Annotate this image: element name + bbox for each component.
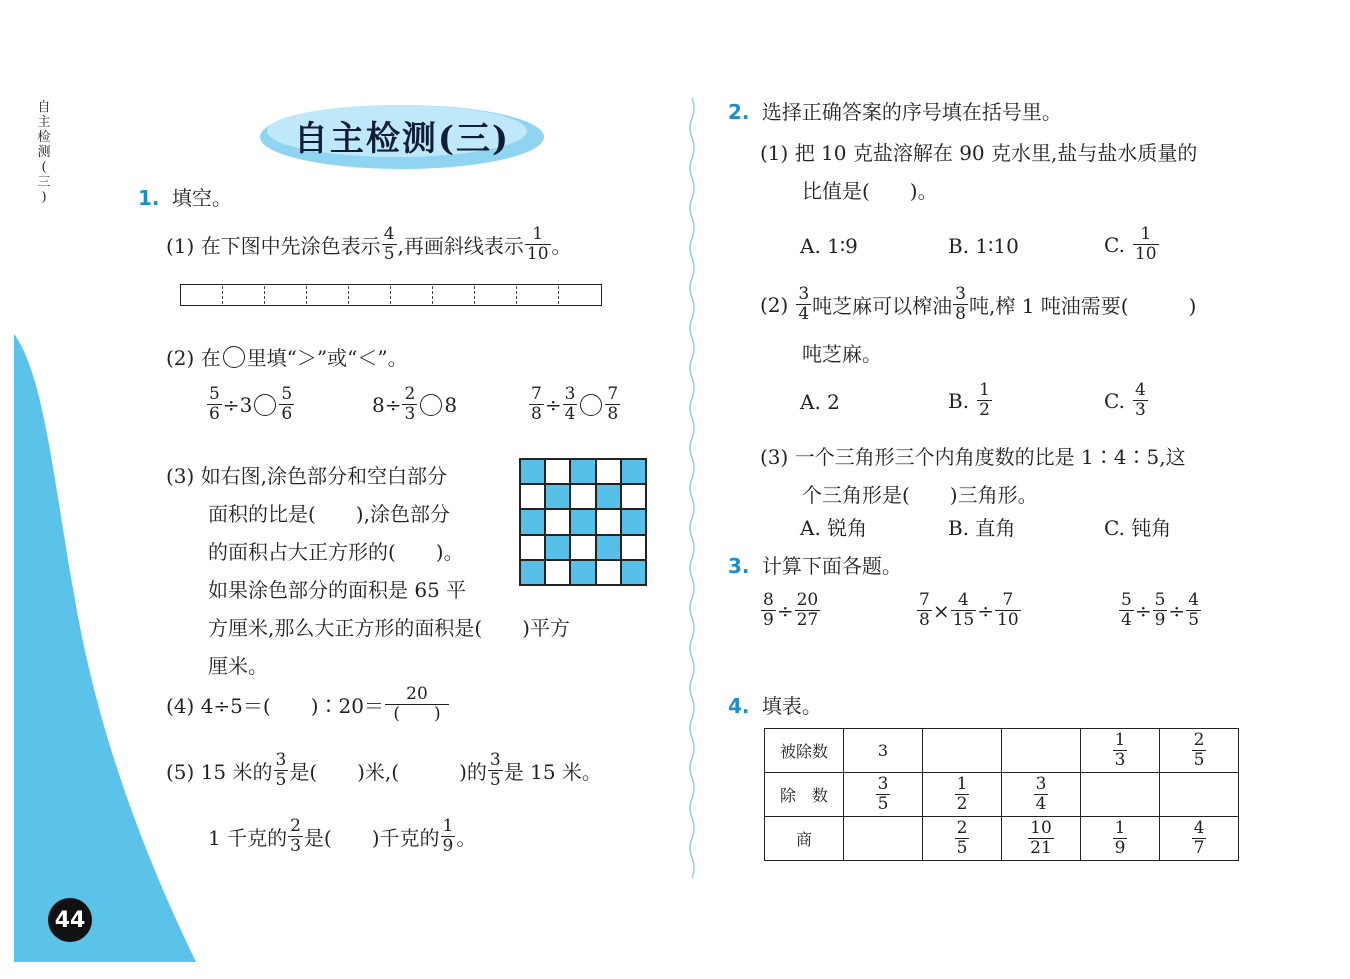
option-b[interactable]: B. 直角 (948, 516, 1016, 540)
q1-part3 (166, 457, 570, 685)
q1-p4-text: (4) 4÷5＝( )∶20＝ (166, 694, 384, 718)
q1-p3-line6: 厘米。 (208, 654, 268, 678)
q3-heading (728, 550, 902, 579)
row-header: 除 数 (765, 773, 844, 817)
shaded-cell (570, 509, 595, 534)
page-title: 自主检测(三) (293, 118, 511, 159)
blank-cell (570, 484, 595, 509)
q2-p3-options (800, 512, 1260, 542)
q2-p3-line2: 个三角形是( )三角形。 (802, 483, 1038, 507)
checker-grid (519, 458, 647, 586)
segment-bar[interactable] (180, 284, 602, 306)
q1-part5-line2: 1 千克的 $\frac{2}{3}$ 是( )千克的 $\frac{1}{9}$ 。 (208, 816, 477, 856)
table-cell: $\frac{1}{9}$ (1081, 817, 1160, 861)
fraction: $\frac{7}{8}$ (607, 384, 619, 424)
bar-divider (264, 286, 265, 304)
fraction: $\frac{3}{4}$ (798, 284, 810, 324)
q1-label: 填空。 (171, 186, 232, 210)
blank-cell (621, 484, 646, 509)
q1-p3-line2: 面积的比是( ),涂色部分 (208, 502, 450, 526)
calc-expr-2: $\frac{7}{8}$ × $\frac{4}{15}$ ÷ $\frac{7}{10}$ (919, 590, 1019, 630)
shaded-cell (520, 459, 545, 484)
shaded-cell (570, 459, 595, 484)
q2-label: 选择正确答案的序号填在括号里。 (761, 100, 1062, 124)
blank-answer-cell[interactable] (923, 729, 1002, 773)
blank-cell (520, 484, 545, 509)
fraction: $\frac{3}{4}$ (564, 384, 576, 424)
table-row (765, 817, 1239, 861)
blank-cell (545, 560, 570, 585)
operator: ÷3 (222, 392, 253, 417)
sidebar-char: 检 (37, 130, 51, 145)
fraction: $\frac{7}{8}$ (531, 384, 542, 424)
answer-circle[interactable] (254, 394, 276, 416)
q1-part4 (166, 686, 450, 723)
q2-p1-line2: 比值是( )。 (802, 179, 938, 203)
table-cell: 3 (844, 729, 923, 773)
answer-circle[interactable] (580, 394, 602, 416)
title-banner (257, 99, 547, 171)
sidebar-char: 测 (37, 145, 51, 160)
shaded-cell (545, 535, 570, 560)
q2-part1 (760, 134, 1197, 210)
option-b[interactable]: B. 1∶10 (948, 234, 1019, 258)
shaded-cell (520, 509, 545, 534)
shaded-cell (621, 459, 646, 484)
option-a[interactable]: A. 1∶9 (800, 234, 858, 258)
bar-divider (348, 286, 349, 304)
q1-p1-text-c: 。 (551, 234, 572, 258)
blank-cell (545, 459, 570, 484)
compare-expr-3 (528, 386, 621, 423)
compare-expr-1 (206, 386, 295, 423)
shaded-cell (545, 484, 570, 509)
calc-expr-3: $\frac{5}{4}$ ÷ $\frac{5}{9}$ ÷ $\frac{4}{5}$ (1121, 590, 1200, 630)
shaded-cell (570, 560, 595, 585)
fraction: $\frac{3}{5}$ (489, 750, 501, 790)
fraction: $\frac{20}{( )}$ (385, 686, 449, 723)
q1-p1-text-a: (1) 在下图中先涂色表示 (166, 234, 381, 258)
fill-table (764, 728, 1239, 861)
bar-divider (390, 286, 391, 304)
sidebar-char: 三 (37, 175, 51, 190)
operand: 8÷ (372, 392, 402, 417)
q1-p2-text-a: (2) 在 (166, 346, 221, 370)
q3-number: 3. (728, 554, 750, 578)
q2-part3 (760, 438, 1186, 514)
workbook-page (14, 14, 1332, 962)
q1-number: 1. (138, 186, 160, 210)
shaded-cell (596, 535, 621, 560)
fraction: $\frac{2}{3}$ (404, 384, 416, 424)
option-c[interactable]: C. 钝角 (1104, 516, 1172, 540)
bar-divider (306, 286, 307, 304)
fraction: $\frac{2}{3}$ (290, 816, 301, 856)
table-cell: $\frac{4}{7}$ (1160, 817, 1239, 861)
q2-p1-line1: (1) 把 10 克盐溶解在 90 克水里,盐与盐水质量的 (760, 141, 1198, 165)
sidebar-char: 主 (37, 115, 51, 130)
blank-answer-cell[interactable] (1160, 773, 1239, 817)
q1-part5-line1: (5) 15 米的 $\frac{3}{5}$ 是( )米,( )的 $\frac{3}{5}$ 是 15 米。 (166, 750, 602, 790)
page-number: 44 (48, 898, 92, 942)
q1-p2-text-b: 里填“＞”或“＜”。 (246, 346, 408, 370)
fraction: $\frac{3}{8}$ (955, 284, 966, 324)
row-header: 商 (765, 817, 844, 861)
sidebar-char: ( (41, 160, 47, 175)
answer-circle[interactable] (420, 394, 442, 416)
table-cell: $\frac{3}{4}$ (1002, 773, 1081, 817)
fraction: $\frac{1}{9}$ (442, 816, 454, 856)
q1-p1-text-b: ,再画斜线表示 (397, 234, 524, 258)
bar-divider (474, 286, 475, 304)
fraction: $\frac{5}{6}$ (209, 384, 220, 424)
option-a[interactable]: A. 锐角 (800, 516, 868, 540)
shaded-cell (621, 560, 646, 585)
bar-divider (558, 286, 559, 304)
calc-expr-1: $\frac{8}{9}$ ÷ $\frac{20}{27}$ (763, 590, 819, 630)
q1-p3-line5: 方厘米,那么大正方形的面积是( )平方 (208, 616, 570, 640)
fraction: $\frac{3}{5}$ (275, 750, 287, 790)
fraction: $\frac{4}{5}$ (383, 224, 395, 264)
sidebar-label (36, 100, 52, 205)
option-c[interactable]: C. $\frac{1}{10}$ (1104, 224, 1157, 264)
blank-cell (596, 560, 621, 585)
shaded-cell (520, 560, 545, 585)
q1-p3-line4: 如果涂色部分的面积是 65 平 (208, 578, 467, 602)
table-row (765, 773, 1239, 817)
shaded-cell (596, 484, 621, 509)
center-divider (688, 98, 696, 878)
sidebar-char: 自 (37, 100, 51, 115)
q1-heading (138, 182, 232, 211)
q2-heading (728, 96, 1062, 125)
blank-cell (520, 535, 545, 560)
table-cell: $\frac{2}{5}$ (923, 817, 1002, 861)
q2-p2-options (800, 378, 1260, 424)
blank-cell (596, 459, 621, 484)
operand: 8 (444, 392, 458, 417)
blank-cell (545, 509, 570, 534)
blank-answer-cell[interactable] (844, 817, 923, 861)
q4-heading (728, 690, 822, 719)
blank-cell (621, 535, 646, 560)
q2-p2-line2: 吨芝麻。 (802, 342, 882, 366)
q1-p3-line1: (3) 如右图,涂色部分和空白部分 (166, 464, 448, 488)
fraction: $\frac{5}{6}$ (281, 384, 293, 424)
compare-expr-2 (372, 386, 457, 423)
fill-table-wrap (764, 728, 1239, 861)
blank-cell (570, 535, 595, 560)
sidebar-char: ) (41, 190, 47, 205)
circle-icon (223, 346, 245, 368)
blank-cell (596, 509, 621, 534)
bar-divider (222, 286, 223, 304)
q2-part2: (2) $\frac{3}{4}$ 吨芝麻可以榨油 $\frac{3}{8}$ 吨,榨 1 吨油需要( ) (760, 284, 1197, 324)
option-c[interactable]: C. $\frac{4}{3}$ (1104, 380, 1146, 420)
blank-answer-cell[interactable] (1081, 773, 1160, 817)
q4-label: 填表。 (761, 694, 822, 718)
q2-number: 2. (728, 100, 750, 124)
table-cell: $\frac{10}{21}$ (1002, 817, 1081, 861)
q1-p3-line3: 的面积占大正方形的( )。 (208, 540, 464, 564)
shaded-cell (621, 509, 646, 534)
row-header: 被除数 (765, 729, 844, 773)
bar-divider (516, 286, 517, 304)
table-cell: $\frac{3}{5}$ (844, 773, 923, 817)
q3-label: 计算下面各题。 (761, 554, 902, 578)
operator: ÷ (544, 392, 562, 417)
q2-p1-options (800, 222, 1260, 268)
q4-number: 4. (728, 694, 750, 718)
table-cell: $\frac{1}{2}$ (923, 773, 1002, 817)
bar-divider (432, 286, 433, 304)
table-cell: $\frac{1}{3}$ (1081, 729, 1160, 773)
blank-answer-cell[interactable] (1002, 729, 1081, 773)
option-b[interactable]: B. $\frac{1}{2}$ (948, 380, 990, 420)
table-row (765, 729, 1239, 773)
q1-part2 (166, 342, 408, 371)
q1-part1 (166, 226, 572, 263)
option-a[interactable]: A. 2 (800, 390, 840, 414)
fraction: $\frac{1}{10}$ (526, 224, 549, 264)
table-cell: $\frac{2}{5}$ (1160, 729, 1239, 773)
q2-p3-line1: (3) 一个三角形三个内角度数的比是 1∶4∶5,这 (760, 445, 1186, 469)
